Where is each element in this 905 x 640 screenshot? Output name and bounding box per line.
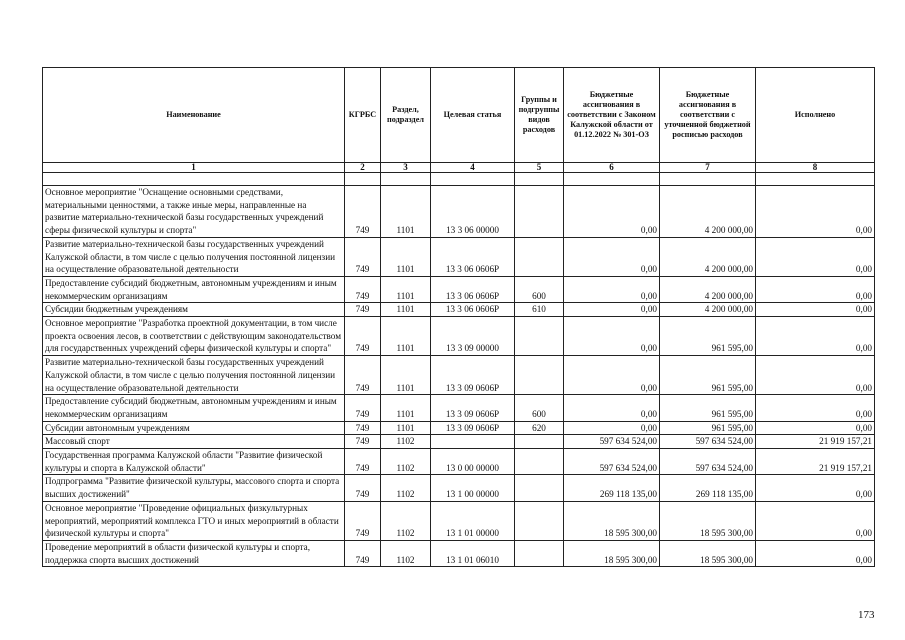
row-kgrbs: 749 — [345, 356, 381, 395]
header-refined: Бюджетные ассигнования в соответствии с уточненной бюджетной росписью расходов — [660, 68, 756, 163]
table-row — [43, 475, 875, 501]
row-kgrbs: 749 — [345, 421, 381, 435]
row-section: 1101 — [381, 317, 431, 356]
row-group — [515, 501, 564, 540]
row-law-amount: 0,00 — [564, 421, 660, 435]
row-executed-amount: 0,00 — [756, 317, 875, 356]
row-law-amount: 269 118 135,00 — [564, 475, 660, 501]
row-target: 13 0 00 00000 — [431, 449, 515, 475]
row-target: 13 1 01 06010 — [431, 540, 515, 566]
row-group — [515, 449, 564, 475]
row-group — [515, 317, 564, 356]
row-target: 13 3 09 0606Р — [431, 356, 515, 395]
row-name: Развитие материально-технической базы государственных учреждений Калужской области, в том числе с целью получения постоянной лицензии на осуществление образовательной деятельности — [43, 237, 345, 276]
row-executed-amount: 0,00 — [756, 186, 875, 238]
row-executed-amount: 0,00 — [756, 303, 875, 317]
row-section: 1101 — [381, 395, 431, 421]
header-name: Наименование — [43, 68, 345, 163]
row-refined-amount: 269 118 135,00 — [660, 475, 756, 501]
row-executed-amount: 0,00 — [756, 475, 875, 501]
row-executed-amount: 21 919 157,21 — [756, 449, 875, 475]
row-target: 13 1 00 00000 — [431, 475, 515, 501]
header-law: Бюджетные ассигнования в соответствии с Законом Калужской области от 01.12.2022 № 301-ОЗ — [564, 68, 660, 163]
table-row — [43, 276, 875, 302]
column-number-row — [43, 163, 875, 173]
header-group: Группы и подгруппы видов расходов — [515, 68, 564, 163]
row-group — [515, 186, 564, 238]
row-law-amount: 0,00 — [564, 276, 660, 302]
row-refined-amount: 961 595,00 — [660, 421, 756, 435]
row-section: 1101 — [381, 186, 431, 238]
row-name: Субсидии бюджетным учреждениям — [43, 303, 345, 317]
row-kgrbs: 749 — [345, 435, 381, 449]
row-name: Проведение мероприятий в области физической культуры и спорта, поддержка спорта высших достижений — [43, 540, 345, 566]
column-number: 6 — [564, 163, 660, 173]
row-executed-amount: 0,00 — [756, 395, 875, 421]
row-law-amount: 597 634 524,00 — [564, 449, 660, 475]
row-refined-amount: 961 595,00 — [660, 395, 756, 421]
row-section: 1102 — [381, 449, 431, 475]
row-group: 600 — [515, 276, 564, 302]
column-number: 8 — [756, 163, 875, 173]
table-row — [43, 356, 875, 395]
row-refined-amount: 18 595 300,00 — [660, 540, 756, 566]
row-executed-amount: 0,00 — [756, 276, 875, 302]
row-target: 13 3 06 0606Р — [431, 237, 515, 276]
row-group — [515, 540, 564, 566]
table-row — [43, 237, 875, 276]
row-law-amount: 0,00 — [564, 303, 660, 317]
table-row — [43, 395, 875, 421]
table-row — [43, 540, 875, 566]
row-section: 1101 — [381, 276, 431, 302]
table-row — [43, 501, 875, 540]
row-refined-amount: 4 200 000,00 — [660, 186, 756, 238]
row-executed-amount: 0,00 — [756, 421, 875, 435]
row-law-amount: 18 595 300,00 — [564, 501, 660, 540]
table-row — [43, 449, 875, 475]
row-target: 13 3 09 00000 — [431, 317, 515, 356]
row-group — [515, 237, 564, 276]
page-number: 173 — [858, 609, 875, 621]
row-kgrbs: 749 — [345, 501, 381, 540]
row-section: 1102 — [381, 475, 431, 501]
column-number: 3 — [381, 163, 431, 173]
row-name: Основное мероприятие "Проведение официальных физкультурных мероприятий, мероприятий комплекса ГТО и иных мероприятий в области физической культуры и спорта" — [43, 501, 345, 540]
row-law-amount: 0,00 — [564, 317, 660, 356]
row-refined-amount: 4 200 000,00 — [660, 303, 756, 317]
row-executed-amount: 0,00 — [756, 501, 875, 540]
row-name: Предоставление субсидий бюджетным, автономным учреждениям и иным некоммерческим организациям — [43, 276, 345, 302]
row-target: 13 3 09 0606Р — [431, 395, 515, 421]
table-row — [43, 421, 875, 435]
row-name: Основное мероприятие "Разработка проектной документации, в том числе проекта освоения лесов, в соответствии с действующим законодательством для государственных учреждений сферы физической культуры и спорта" — [43, 317, 345, 356]
spacer-row — [43, 173, 875, 186]
row-kgrbs: 749 — [345, 276, 381, 302]
row-law-amount: 0,00 — [564, 186, 660, 238]
row-section: 1101 — [381, 356, 431, 395]
row-refined-amount: 961 595,00 — [660, 317, 756, 356]
row-section: 1102 — [381, 501, 431, 540]
column-number: 1 — [43, 163, 345, 173]
row-section: 1101 — [381, 303, 431, 317]
row-section: 1101 — [381, 421, 431, 435]
header-target: Целевая статья — [431, 68, 515, 163]
row-executed-amount: 0,00 — [756, 356, 875, 395]
row-name: Развитие материально-технической базы государственных учреждений Калужской области, в том числе с целью получения постоянной лицензии на осуществление образовательной деятельности — [43, 356, 345, 395]
row-executed-amount: 21 919 157,21 — [756, 435, 875, 449]
header-row — [43, 68, 875, 163]
column-number: 2 — [345, 163, 381, 173]
row-name: Субсидии автономным учреждениям — [43, 421, 345, 435]
row-name: Основное мероприятие "Оснащение основными средствами, материальными ценностями, а также иные меры, направленные на развитие материально-технической базы государственных учреждений сферы физической культуры и спорта" — [43, 186, 345, 238]
row-law-amount: 0,00 — [564, 356, 660, 395]
row-law-amount: 597 634 524,00 — [564, 435, 660, 449]
row-group — [515, 356, 564, 395]
row-law-amount: 0,00 — [564, 237, 660, 276]
row-target: 13 3 06 0606Р — [431, 303, 515, 317]
column-number: 7 — [660, 163, 756, 173]
header-done: Исполнено — [756, 68, 875, 163]
header-kgrbs: КГРБС — [345, 68, 381, 163]
row-law-amount: 18 595 300,00 — [564, 540, 660, 566]
row-target: 13 3 06 00000 — [431, 186, 515, 238]
row-kgrbs: 749 — [345, 540, 381, 566]
row-executed-amount: 0,00 — [756, 237, 875, 276]
table-row — [43, 186, 875, 238]
row-name: Государственная программа Калужской области "Развитие физической культуры и спорта в Калужской области" — [43, 449, 345, 475]
budget-table — [42, 67, 875, 567]
row-refined-amount: 961 595,00 — [660, 356, 756, 395]
row-executed-amount: 0,00 — [756, 540, 875, 566]
table-row — [43, 435, 875, 449]
row-group: 600 — [515, 395, 564, 421]
row-group — [515, 435, 564, 449]
row-refined-amount: 18 595 300,00 — [660, 501, 756, 540]
row-target: 13 3 09 0606Р — [431, 421, 515, 435]
row-name: Массовый спорт — [43, 435, 345, 449]
column-number: 4 — [431, 163, 515, 173]
row-kgrbs: 749 — [345, 317, 381, 356]
row-kgrbs: 749 — [345, 237, 381, 276]
row-kgrbs: 749 — [345, 186, 381, 238]
row-kgrbs: 749 — [345, 449, 381, 475]
row-kgrbs: 749 — [345, 395, 381, 421]
row-refined-amount: 4 200 000,00 — [660, 237, 756, 276]
row-target: 13 1 01 00000 — [431, 501, 515, 540]
row-section: 1102 — [381, 435, 431, 449]
header-section: Раздел, подраздел — [381, 68, 431, 163]
column-number: 5 — [515, 163, 564, 173]
row-section: 1102 — [381, 540, 431, 566]
row-refined-amount: 597 634 524,00 — [660, 435, 756, 449]
row-name: Предоставление субсидий бюджетным, автономным учреждениям и иным некоммерческим организациям — [43, 395, 345, 421]
row-section: 1101 — [381, 237, 431, 276]
table-row — [43, 303, 875, 317]
row-law-amount: 0,00 — [564, 395, 660, 421]
row-group: 620 — [515, 421, 564, 435]
row-name: Подпрограмма "Развитие физической культуры, массового спорта и спорта высших достижений" — [43, 475, 345, 501]
table-row — [43, 317, 875, 356]
row-kgrbs: 749 — [345, 303, 381, 317]
row-refined-amount: 4 200 000,00 — [660, 276, 756, 302]
row-group: 610 — [515, 303, 564, 317]
row-target: 13 3 06 0606Р — [431, 276, 515, 302]
row-target — [431, 435, 515, 449]
row-refined-amount: 597 634 524,00 — [660, 449, 756, 475]
row-group — [515, 475, 564, 501]
row-kgrbs: 749 — [345, 475, 381, 501]
